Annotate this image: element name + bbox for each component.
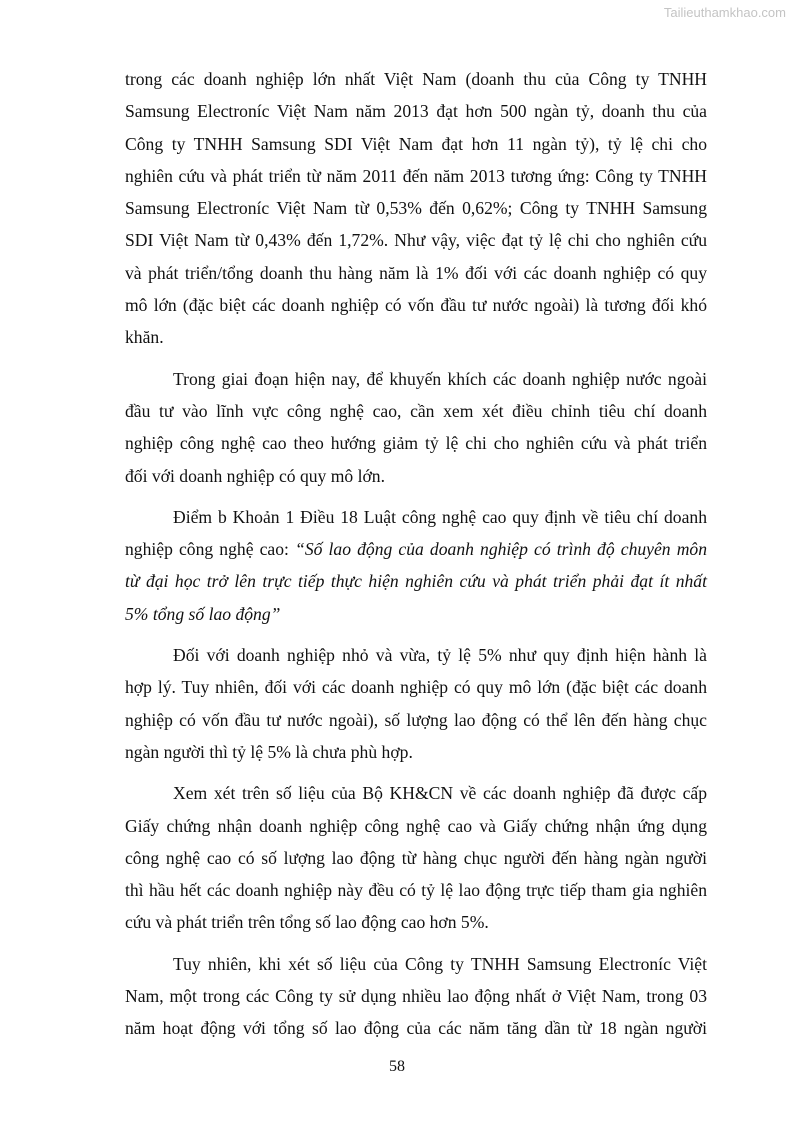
text-line bbox=[125, 321, 707, 353]
document-body bbox=[125, 63, 707, 1054]
text-line bbox=[125, 160, 707, 192]
text-segment: hợp lý. Tuy nhiên, đối với các doanh nghiệp có quy mô lớn (đặc biệt các doanh bbox=[125, 677, 707, 698]
text-segment: Tuy nhiên, khi xét số liệu của Công ty TNHH Samsung Electroníc Việt bbox=[173, 953, 707, 974]
text-segment: Samsung Electroníc Việt Nam từ 0,53% đến 0,62%; Công ty TNHH Samsung bbox=[125, 198, 707, 219]
text-segment: trong các doanh nghiệp lớn nhất Việt Nam (doanh thu của Công ty TNHH bbox=[125, 69, 707, 89]
text-line bbox=[125, 671, 707, 703]
text-line bbox=[125, 224, 707, 256]
text-segment: Trong giai đoạn hiện nay, để khuyến khích các doanh nghiệp nước ngoài bbox=[173, 368, 707, 389]
text-segment: đối với doanh nghiệp có quy mô lớn. bbox=[125, 465, 386, 486]
text-line bbox=[125, 95, 707, 127]
text-line bbox=[125, 363, 707, 395]
text-segment: nghiệp công nghệ cao theo hướng giảm tỷ lệ chi cho nghiên cứu và phát triển bbox=[125, 433, 707, 454]
text-line bbox=[125, 598, 707, 630]
quoted-text: 5% tổng số lao động” bbox=[125, 603, 281, 624]
text-segment: và phát triển/tổng doanh thu hàng năm là 1% đối với các doanh nghiệp có quy bbox=[125, 262, 707, 283]
text-segment: cứu và phát triển trên tổng số lao động cao hơn 5%. bbox=[125, 912, 489, 933]
text-line bbox=[125, 874, 707, 906]
text-line bbox=[125, 1012, 707, 1044]
text-line bbox=[125, 565, 707, 597]
text-line bbox=[125, 948, 707, 980]
text-segment: Samsung Electroníc Việt Nam năm 2013 đạt hơn 500 ngàn tỷ, doanh thu của bbox=[125, 101, 707, 122]
text-line bbox=[125, 501, 707, 533]
text-segment: nghiên cứu và phát triển từ năm 2011 đến năm 2013 tương ứng: Công ty TNHH bbox=[125, 165, 707, 186]
text-line bbox=[125, 736, 707, 768]
paragraph bbox=[125, 501, 707, 630]
paragraph bbox=[125, 777, 707, 938]
text-segment: Xem xét trên số liệu của Bộ KH&CN về các doanh nghiệp đã được cấp bbox=[173, 783, 707, 804]
quoted-text: từ đại học trở lên trực tiếp thực hiện nghiên cứu và phát triển phải đạt ít nhất bbox=[125, 571, 707, 592]
text-line bbox=[125, 63, 707, 95]
watermark: Tailieuthamkhao.com bbox=[663, 5, 786, 20]
text-segment: khăn. bbox=[125, 327, 164, 348]
text-segment: Điểm b Khoản 1 Điều 18 Luật công nghệ cao quy định về tiêu chí doanh bbox=[173, 506, 707, 527]
text-line bbox=[125, 192, 707, 224]
text-line bbox=[125, 257, 707, 289]
text-segment: ngàn người thì tỷ lệ 5% là chưa phù hợp. bbox=[125, 741, 413, 762]
text-segment: Công ty TNHH Samsung SDI Việt Nam đạt hơn 11 ngàn tỷ), tỷ lệ chi cho bbox=[125, 133, 707, 154]
text-segment: nghiệp có vốn đầu tư nước ngoài), số lượng lao động có thể lên đến hàng chục bbox=[125, 709, 707, 730]
text-segment: Giấy chứng nhận doanh nghiệp công nghệ cao và Giấy chứng nhận ứng dụng bbox=[125, 815, 707, 836]
text-line bbox=[125, 704, 707, 736]
text-segment: SDI Việt Nam từ 0,43% đến 1,72%. Như vậy, việc đạt tỷ lệ chi cho nghiên cứu bbox=[125, 230, 707, 251]
text-segment: thì hầu hết các doanh nghiệp này đều có tỷ lệ lao động trực tiếp tham gia nghiên bbox=[125, 880, 707, 901]
text-line bbox=[125, 427, 707, 459]
text-line bbox=[125, 842, 707, 874]
text-line bbox=[125, 533, 707, 565]
text-segment: mô lớn (đặc biệt các doanh nghiệp có vốn đầu tư nước ngoài) là tương đối khó bbox=[125, 295, 707, 316]
page-number: 58 bbox=[389, 1058, 405, 1075]
text-segment: Đối với doanh nghiệp nhỏ và vừa, tỷ lệ 5% như quy định hiện hành là bbox=[173, 645, 707, 666]
text-segment: đầu tư vào lĩnh vực công nghệ cao, cần xem xét điều chỉnh tiêu chí doanh bbox=[125, 400, 707, 421]
text-line bbox=[125, 395, 707, 427]
paragraph bbox=[125, 948, 707, 1045]
quoted-text: “Số lao động của doanh nghiệp có trình độ chuyên môn bbox=[295, 539, 707, 560]
text-line bbox=[125, 906, 707, 938]
text-line bbox=[125, 289, 707, 321]
paragraph bbox=[125, 63, 707, 354]
text-line bbox=[125, 460, 707, 492]
text-segment: công nghệ cao có số lượng lao động từ hàng chục người đến hàng ngàn người bbox=[125, 847, 707, 868]
paragraph bbox=[125, 363, 707, 492]
text-line bbox=[125, 980, 707, 1012]
paragraph bbox=[125, 639, 707, 768]
text-segment: nghiệp công nghệ cao: bbox=[125, 539, 296, 560]
text-segment: năm hoạt động với tổng số lao động của các năm tăng dần từ 18 ngàn người bbox=[125, 1018, 707, 1039]
text-line bbox=[125, 128, 707, 160]
text-line bbox=[125, 639, 707, 671]
text-line bbox=[125, 810, 707, 842]
text-segment: Nam, một trong các Công ty sử dụng nhiều lao động nhất ở Việt Nam, trong 03 bbox=[125, 986, 707, 1007]
text-line bbox=[125, 777, 707, 809]
